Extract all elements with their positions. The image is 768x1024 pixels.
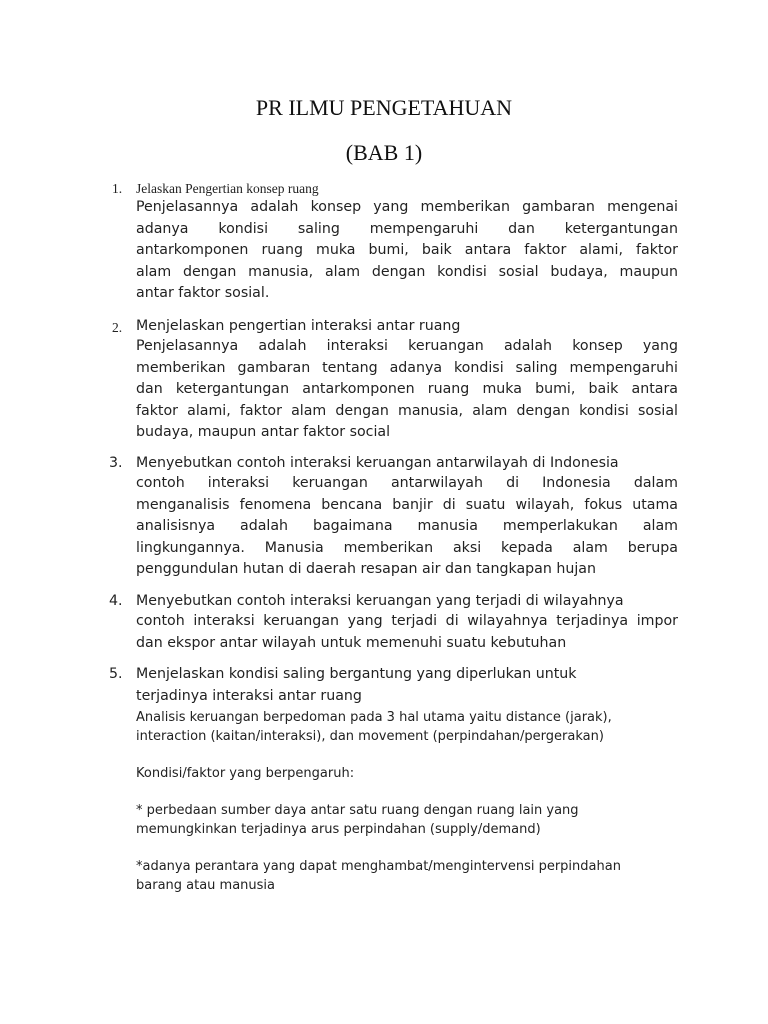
answer-line: memberikan gambaran tentang adanya kondisi saling mempengaruhi [136,359,678,376]
answer-line: penggundulan hutan di daerah resapan air dan tangkapan hujan [136,561,596,577]
answer-line: contoh interaksi keruangan antarwilayah di Indonesia dalam [136,475,678,491]
factor-bullet-1 [136,801,696,839]
answer-line: adanya kondisi saling mempengaruhi dan ketergantungan [136,220,678,237]
item-answer [136,473,678,581]
item-heading: Menyebutkan contoh interaksi keruangan antarwilayah di Indonesia [136,455,619,471]
answer-line: dan ketergantungan antarkomponen ruang muka bumi, baik antara [136,381,678,397]
factor-line: barang atau manusia [136,878,276,893]
item-heading: Jelaskan Pengertian konsep ruang [136,181,319,196]
answer-line: Penjelasannya adalah konsep yang memberikan gambaran mengenai [136,199,678,215]
factor-label [136,764,696,783]
factor-line: *adanya perantara yang dapat menghambat/mengintervensi perpindahan [136,859,621,874]
item-number: 3. [109,455,123,471]
document-subtitle: (BAB 1) [345,140,423,165]
item-heading: Menjelaskan kondisi saling bergantung yang diperlukan untuk [136,666,577,682]
answer-line: antarkomponen ruang muka bumi, baik antara faktor alami, faktor [136,242,678,258]
answer-line: antar faktor sosial. [136,285,270,301]
factor-label-text: Kondisi/faktor yang berpengaruh: [136,766,355,781]
analysis-line: Analisis keruangan berpedoman pada 3 hal utama yaitu distance (jarak), [136,710,612,725]
answer-line: Penjelasannya adalah interaksi keruangan adalah konsep yang [136,338,678,354]
item-number: 2. [112,320,123,335]
answer-line: analisisnya adalah bagaimana manusia memperlakukan alam [136,518,678,534]
factor-line: memungkinkan terjadinya arus perpindahan (supply/demand) [136,822,541,837]
item-answer [136,197,678,305]
item-number: 5. [109,666,123,682]
item-heading-continued: terjadinya interaksi antar ruang [136,688,362,704]
analysis-paragraph [136,708,696,746]
item-heading: Menjelaskan pengertian interaksi antar ruang [136,318,461,334]
answer-line: budaya, maupun antar faktor social [136,424,391,440]
answer-line: alam dengan manusia, alam dengan kondisi sosial budaya, maupun [136,263,678,280]
item-heading: Menyebutkan contoh interaksi keruangan yang terjadi di wilayahnya [136,593,624,609]
item-number: 4. [109,593,123,609]
answer-line: dan ekspor antar wilayah untuk memenuhi suatu kebutuhan [136,634,567,651]
document-title: PR ILMU PENGETAHUAN [255,95,513,120]
answer-line: lingkungannya. Manusia memberikan aksi kepada alam berupa [136,539,678,556]
item-answer [136,611,678,654]
answer-line: menganalisis fenomena bencana banjir di suatu wilayah, fokus utama [136,496,678,513]
item-number: 1. [112,181,123,196]
answer-line: faktor alami, faktor alam dengan manusia, alam dengan kondisi sosial [136,402,678,419]
item-answer [136,336,678,444]
analysis-line: interaction (kaitan/interaksi), dan movement (perpindahan/pergerakan) [136,729,604,744]
factor-bullet-2 [136,857,696,895]
answer-line: contoh interaksi keruangan yang terjadi di wilayahnya terjadinya impor [136,613,678,629]
factor-line: * perbedaan sumber daya antar satu ruang dengan ruang lain yang [136,803,579,818]
